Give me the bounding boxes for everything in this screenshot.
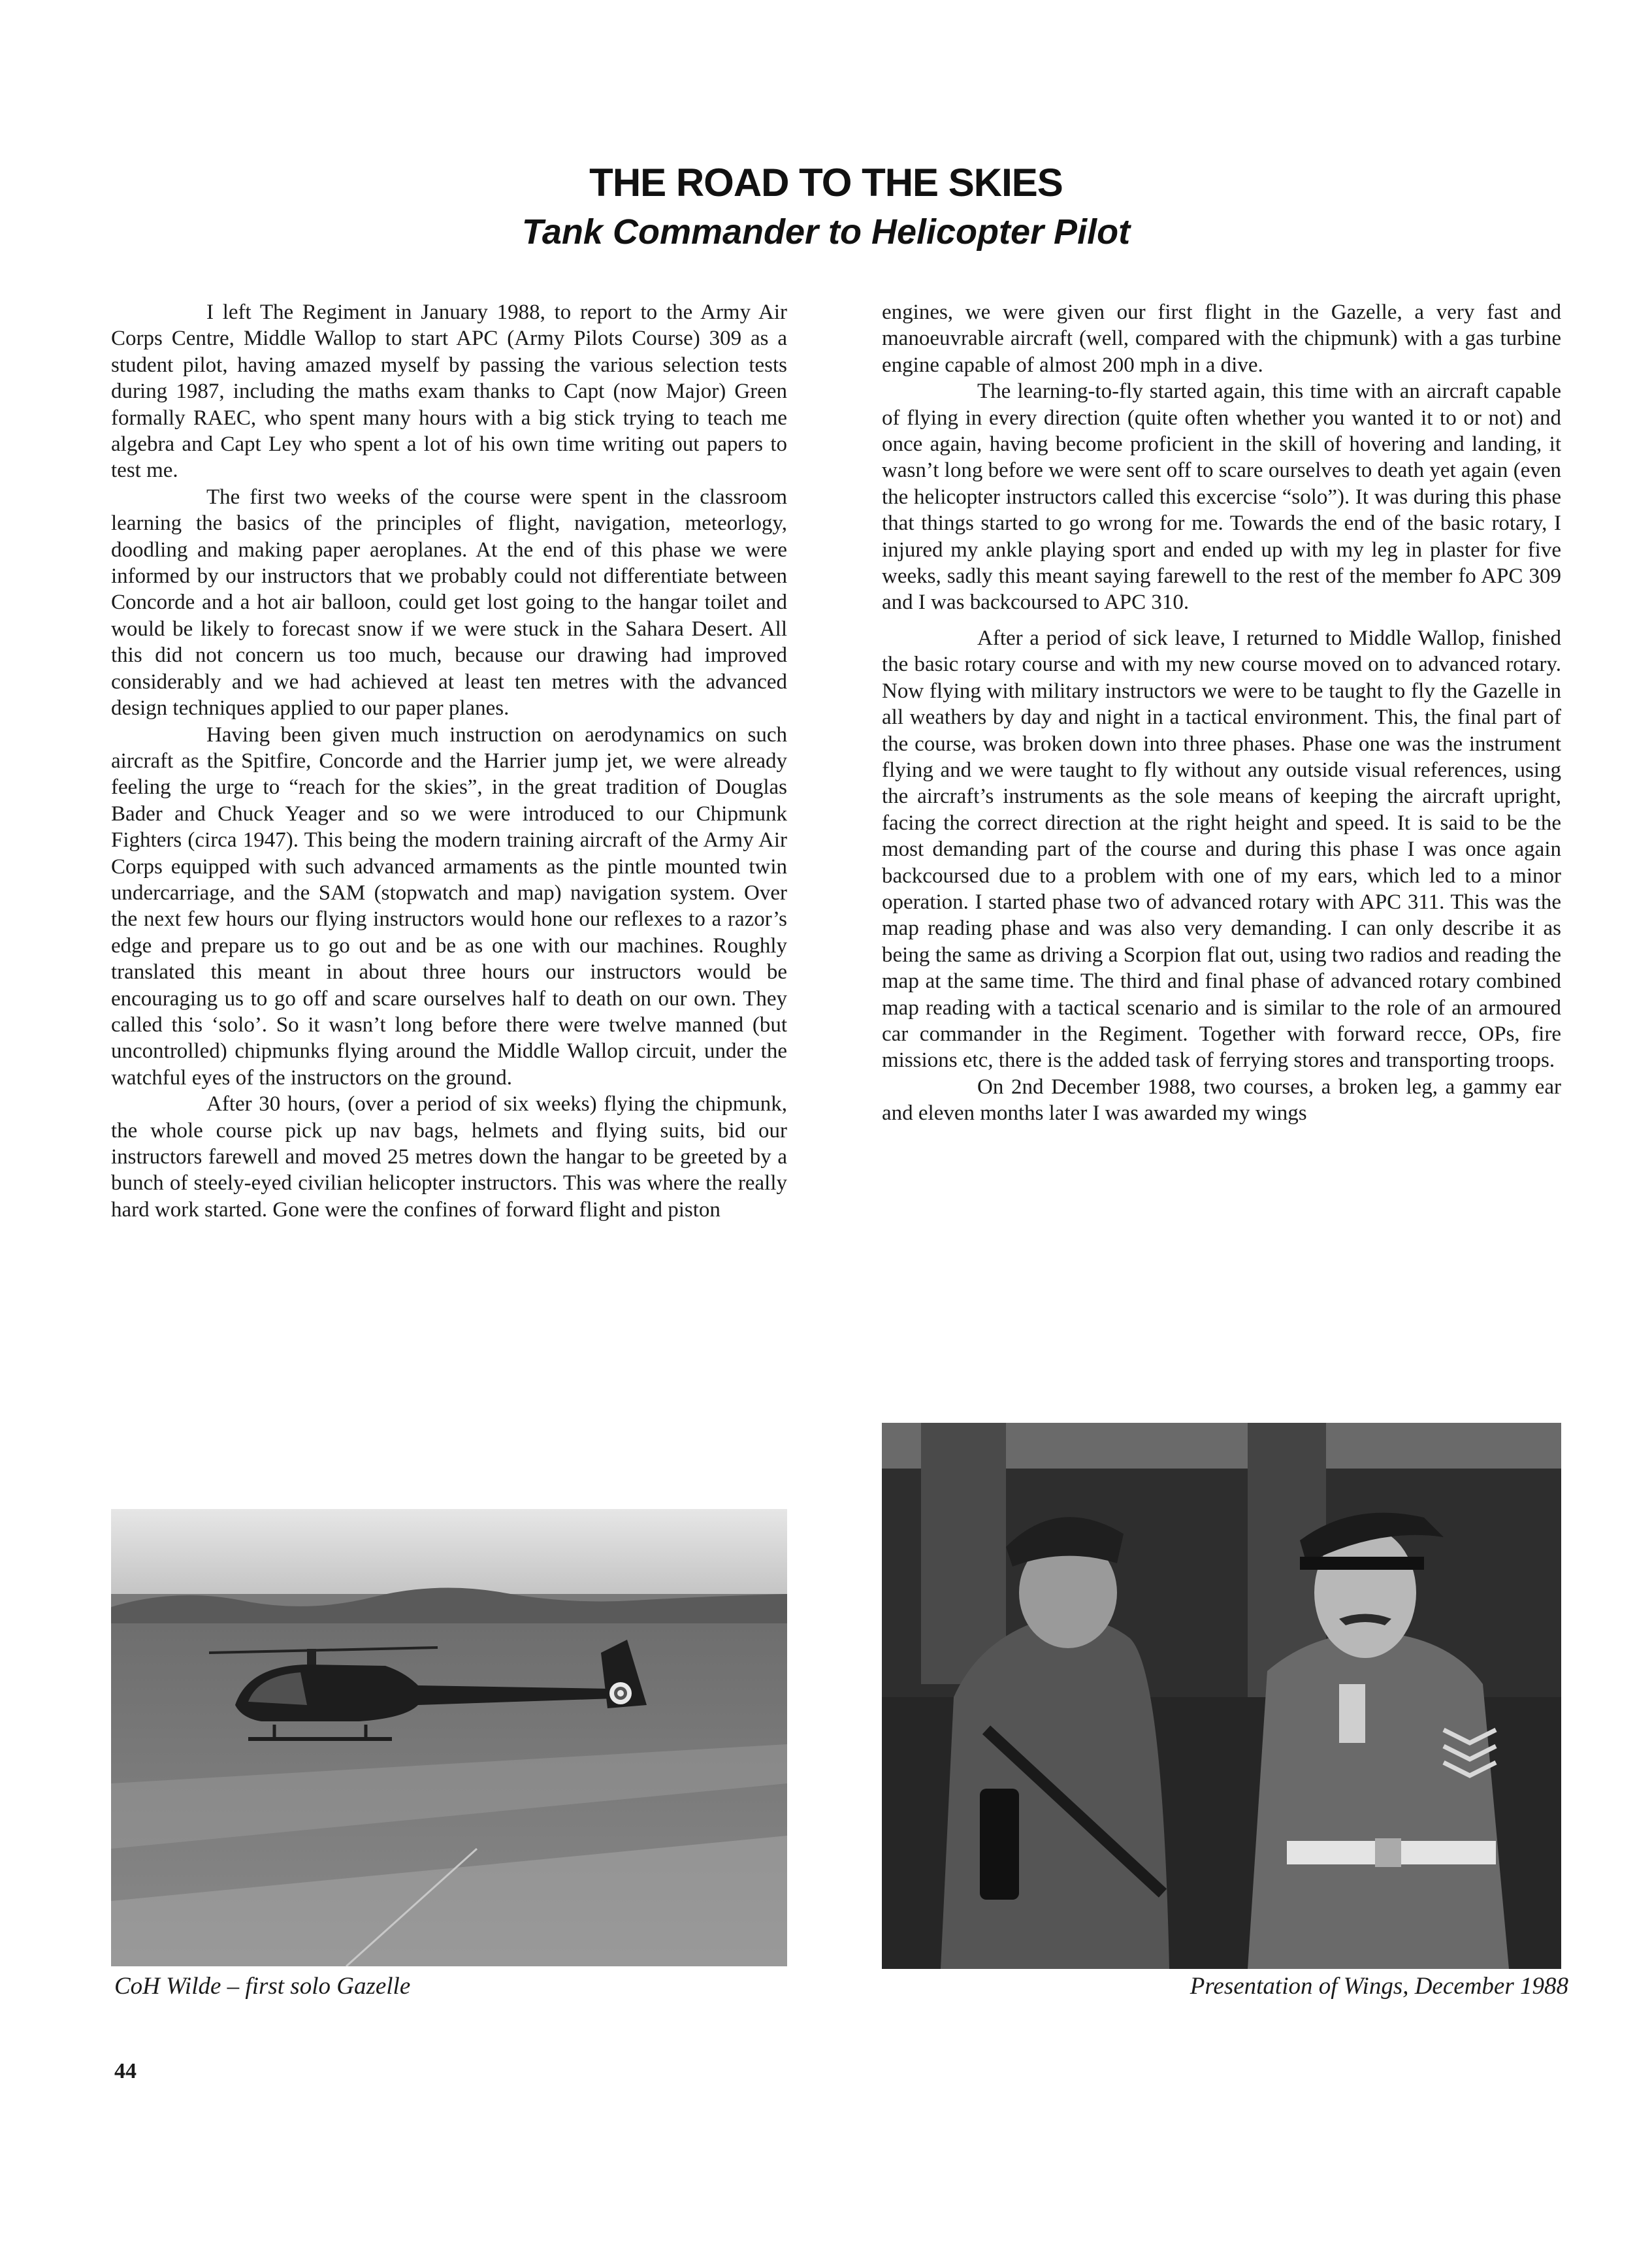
- photo-caption-left: CoH Wilde – first solo Gazelle: [114, 1973, 411, 2000]
- article-title: THE ROAD TO THE SKIES: [589, 161, 1063, 204]
- article-subtitle: Tank Commander to Helicopter Pilot: [521, 212, 1131, 252]
- paragraph: After a period of sick leave, I returned to Middle Wallop, finished the basic rotary course and with my new course moved on to advanced rotary. Now flying with military instructors we were to be taught to fly the Gazelle in all weathers by day and night in a tactical environment. This, the final part of the course, was broken down into three phases. Phase one was the instrument flying and we were taught to fly without any outside visual references, using the aircraft’s instruments as the sole means of keeping the aircraft upright, facing the correct direction at the right height and speed. It is said to be the most demanding part of the course and during this phase I was once again backcoursed due to a problem with one of my ears, which led to a minor operation. I started phase two of advanced rotary with APC 311. This was the map reading phase and was also very demanding. I can only describe it as being the same as driving a Scorpion flat out, using two radios and reading the map at the same time. The third and final phase of advanced rotary combined map reading with a tactical scenario and is similar to the role of an armoured car commander in the Regiment. Together with forward recce, OPs, fire missions etc, there is the added task of ferrying stores and transporting troops.: [882, 626, 1561, 1073]
- paragraph: I left The Regiment in January 1988, to report to the Army Air Corps Centre, Middle Wallop to start APC (Army Pilots Course) 309 as a student pilot, having amazed myself by passing the various selection tests during 1987, including the maths exam thanks to Capt (now Major) Green formally RAEC, who spent many hours with a big stick trying to teach me algebra and Capt Ley who spent a lot of his own time writing out papers to test me.: [111, 301, 787, 483]
- paragraph: Having been given much instruction on aerodynamics on such aircraft as the Spitfire, Concorde and the Harrier jump jet, we were already feeling the urge to “reach for the skies”, in the great tradition of Douglas Bader and Chuck Yeager and so we were introduced to our Chipmunk Fighters (circa 1947). This being the modern training aircraft of the Army Air Corps equipped with such advanced armaments as the pintle mounted twin undercarriage, and the SAM (stopwatch and map) navigation system. Over the next few hours our flying instructors would hone our reflexes to a razor’s edge and prepare us to go out and be as one with our machines. Roughly translated this meant in about three hours our instructors would be encouraging us to go off and scare ourselves half to death on our own. They called this ‘solo’. So it wasn’t long before there were twelve manned (but uncontrolled) chipmunks flying around the Middle Wallop circuit, under the watchful eyes of the instructors on the ground.: [111, 723, 787, 1090]
- paragraph: The first two weeks of the course were spent in the classroom learning the basics of the principles of flight, navigation, meteorlogy, doodling and making paper aeroplanes. At the end of this phase we were informed by our instructors that we probably could not differentiate between Concorde and a hot air balloon, could get lost going to the hangar toilet and would be likely to forecast snow if we were stuck in the Sahara Desert. All this did not concern us too much, because our drawing had improved considerably and we had achieved at least ten metres with the advanced design techniques applied to our paper planes.: [111, 485, 787, 721]
- helicopter-photo: [111, 1509, 787, 1966]
- page-number: 44: [114, 2059, 137, 2083]
- paragraph: The learning-to-fly started again, this time with an aircraft capable of flying in every direction (quite often whether you wanted it to or not) and once again, having become proficient in the skill of hovering and landing, it wasn’t long before we were sent off to scare ourselves to death yet again (even the helicopter instructors called this excercise “solo”). It was during this phase that things started to go wrong for me. Towards the end of the basic rotary, I injured my ankle playing sport and ended up with my leg in plaster for five weeks, sadly this meant saying farewell to the rest of the member fo APC 309 and I was backcoursed to APC 310.: [882, 380, 1561, 615]
- paragraph: On 2nd December 1988, two courses, a broken leg, a gammy ear and eleven months later I was awarded my wings: [882, 1075, 1561, 1126]
- paragraph: After 30 hours, (over a period of six weeks) flying the chipmunk, the whole course pick up nav bags, helmets and flying suits, bid our instructors farewell and moved 25 metres down the hangar to be greeted by a bunch of steely-eyed civilian helicopter instructors. This was where the really hard work started. Gone were the confines of forward flight and piston: [111, 1092, 787, 1222]
- photo-caption-right: Presentation of Wings, December 1988: [1190, 1973, 1568, 2000]
- paragraph: engines, we were given our first flight in the Gazelle, a very fast and manoeuvrable aircraft (well, compared with the chipmunk) with a gas turbine engine capable of almost 200 mph in a dive.: [882, 301, 1561, 377]
- left-text-column: [111, 299, 787, 1223]
- presentation-photo: [882, 1423, 1561, 1969]
- right-text-column: [882, 299, 1561, 1127]
